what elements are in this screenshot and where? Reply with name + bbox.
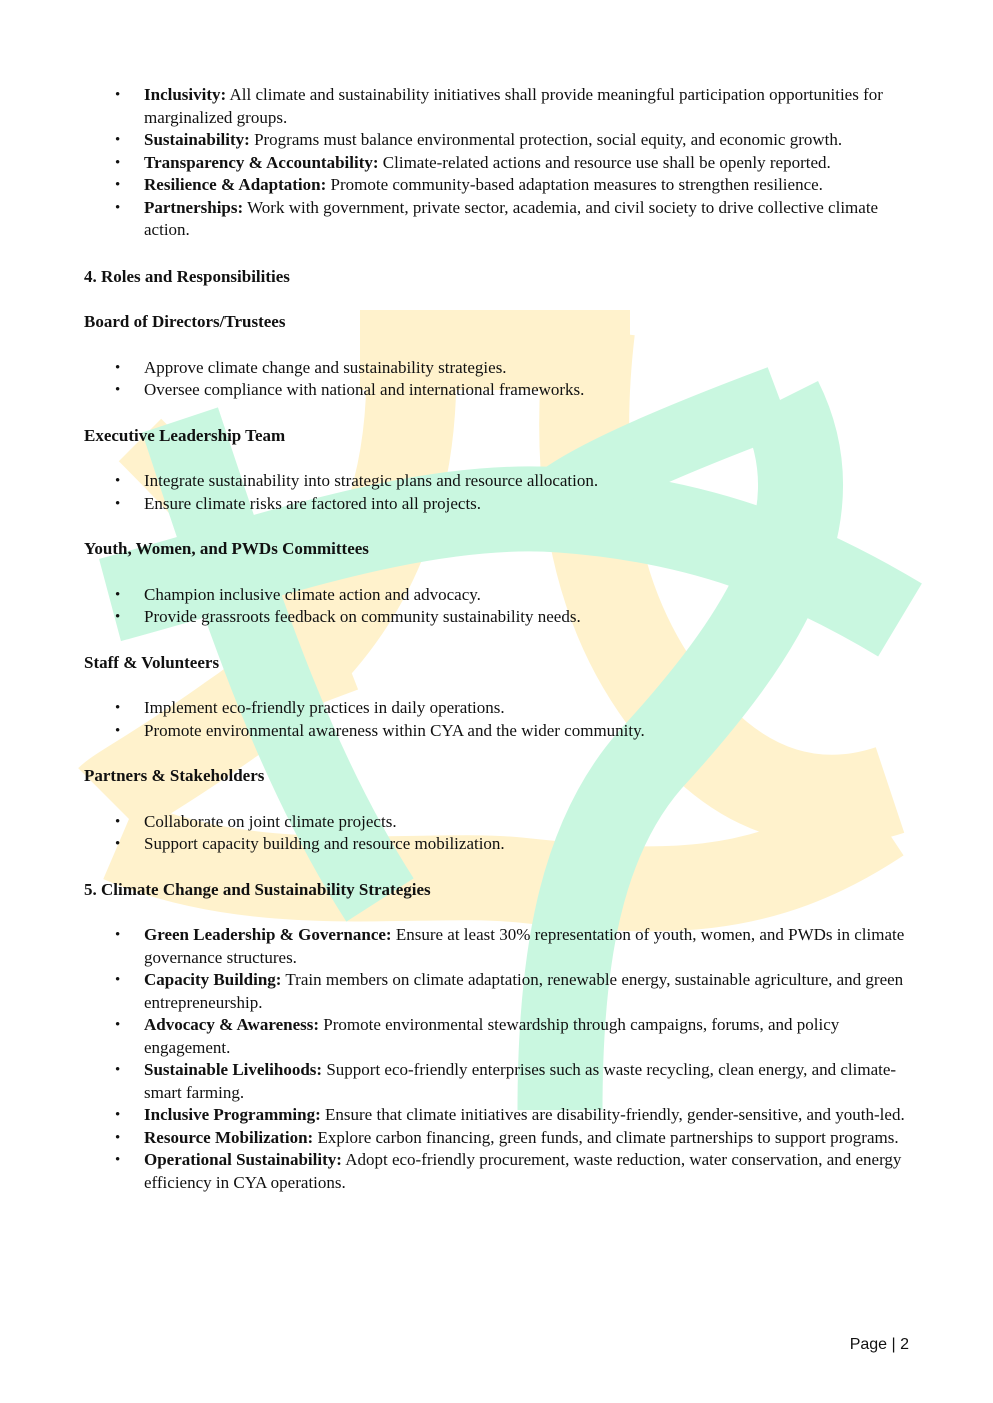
bullet-icon: • [115, 177, 121, 193]
item-text: Oversee compliance with national and international frameworks. [144, 380, 585, 399]
strategies-list [84, 924, 914, 1194]
item-text: Promote environmental stewardship through campaigns, forums, and policy engagement. [144, 1015, 840, 1057]
item-text: Support eco-friendly enterprises such as waste recycling, clean energy, and climate-smart farming. [144, 1060, 897, 1102]
bullet-icon: • [115, 382, 121, 398]
bullet-icon: • [115, 836, 121, 852]
list-item [84, 379, 914, 402]
bullet-icon: • [115, 972, 121, 988]
item-term: Inclusivity: [144, 85, 227, 104]
item-term: Transparency & Accountability: [144, 152, 379, 172]
bullet-icon: • [115, 199, 121, 216]
item-text: Provide grassroots feedback on community sustainability needs. [144, 607, 581, 626]
item-text: Integrate sustainability into strategic plans and resource allocation. [144, 471, 599, 490]
item-text: Ensure that climate initiatives are disability-friendly, gender-sensitive, and youth-led. [320, 1105, 905, 1124]
list-item [84, 584, 914, 607]
list-item [84, 493, 914, 516]
page-number: Page | 2 [849, 1336, 909, 1353]
item-text: Climate-related actions and resource use shall be openly reported. [378, 152, 831, 172]
list-item [84, 357, 914, 380]
staff-heading: Staff & Volunteers [84, 652, 220, 672]
bullet-icon: • [115, 1107, 121, 1123]
bullet-icon: • [115, 586, 121, 603]
item-term: Operational Sustainability: [144, 1150, 342, 1169]
list-item [84, 1059, 914, 1104]
item-term: Sustainability: [144, 130, 250, 149]
bullet-icon: • [115, 132, 121, 148]
bullet-icon: • [115, 1017, 121, 1033]
list-item [84, 1127, 914, 1150]
bullet-icon: • [115, 154, 121, 171]
bullet-icon: • [115, 927, 121, 943]
bullet-icon: • [115, 609, 121, 625]
bullet-icon: • [115, 722, 121, 739]
partners-heading: Partners & Stakeholders [84, 766, 265, 785]
committees-list [84, 584, 914, 629]
list-item [84, 1014, 914, 1059]
list-item [84, 197, 914, 242]
bullet-icon: • [115, 1062, 121, 1078]
item-text: Champion inclusive climate action and advocacy. [144, 584, 481, 604]
section-4-title: 4. Roles and Responsibilities [84, 266, 290, 286]
item-text: Programs must balance environmental protection, social equity, and economic growth. [249, 130, 843, 149]
list-item [84, 720, 914, 743]
item-term: Inclusive Programming: [144, 1105, 321, 1124]
list-item [84, 152, 914, 175]
section-5-title: 5. Climate Change and Sustainability Strategies [84, 879, 431, 899]
list-item [84, 606, 914, 629]
item-text: Train members on climate adaptation, renewable energy, sustainable agriculture, and green entrepreneurship. [144, 970, 904, 1012]
bullet-icon: • [115, 700, 121, 716]
bullet-icon: • [115, 87, 121, 103]
list-item [84, 84, 914, 129]
item-term: Capacity Building: [144, 970, 282, 989]
item-text: Promote community-based adaptation measures to strengthen resilience. [326, 175, 823, 194]
board-heading: Board of Directors/Trustees [84, 312, 286, 331]
bullet-icon: • [115, 359, 121, 376]
partners-list [84, 811, 914, 856]
list-item [84, 1149, 914, 1194]
principles-list [84, 84, 914, 242]
executive-list [84, 470, 914, 515]
item-text: Ensure climate risks are factored into all projects. [144, 493, 482, 513]
list-item [84, 1104, 914, 1127]
executive-heading: Executive Leadership Team [84, 425, 286, 445]
item-text: Support capacity building and resource mobilization. [144, 834, 505, 853]
item-term: Resource Mobilization: [144, 1127, 314, 1147]
item-text: Ensure at least 30% representation of youth, women, and PWDs in climate governance structures. [144, 925, 905, 967]
board-list [84, 357, 914, 402]
list-item [84, 969, 914, 1014]
item-text: Explore carbon financing, green funds, and climate partnerships to support programs. [313, 1127, 899, 1147]
item-term: Resilience & Adaptation: [144, 175, 327, 194]
item-term: Sustainable Livelihoods: [144, 1060, 323, 1079]
item-term: Advocacy & Awareness: [144, 1015, 320, 1034]
item-text: Implement eco-friendly practices in daily operations. [144, 698, 505, 717]
list-item [84, 174, 914, 197]
list-item [84, 811, 914, 834]
item-text: Work with government, private sector, academia, and civil society to drive collective climate action. [144, 197, 879, 239]
bullet-icon: • [115, 813, 121, 830]
staff-list [84, 697, 914, 742]
list-item [84, 470, 914, 493]
item-term: Partnerships: [144, 197, 244, 217]
list-item [84, 924, 914, 969]
item-text: All climate and sustainability initiatives shall provide meaningful participation opportunities for marginalized groups. [144, 85, 883, 127]
list-item [84, 833, 914, 856]
bullet-icon: • [115, 1129, 121, 1146]
item-text: Collaborate on joint climate projects. [144, 811, 397, 831]
list-item [84, 697, 914, 720]
item-text: Adopt eco-friendly procurement, waste reduction, water conservation, and energy efficiency in CYA operations. [144, 1150, 902, 1192]
list-item [84, 129, 914, 152]
document-body [84, 84, 914, 1194]
committees-heading: Youth, Women, and PWDs Committees [84, 539, 369, 558]
item-text: Promote environmental awareness within CYA and the wider community. [144, 720, 645, 740]
item-term: Green Leadership & Governance: [144, 925, 392, 944]
bullet-icon: • [115, 495, 121, 512]
bullet-icon: • [115, 1152, 121, 1168]
item-text: Approve climate change and sustainability strategies. [144, 357, 507, 377]
bullet-icon: • [115, 473, 121, 489]
